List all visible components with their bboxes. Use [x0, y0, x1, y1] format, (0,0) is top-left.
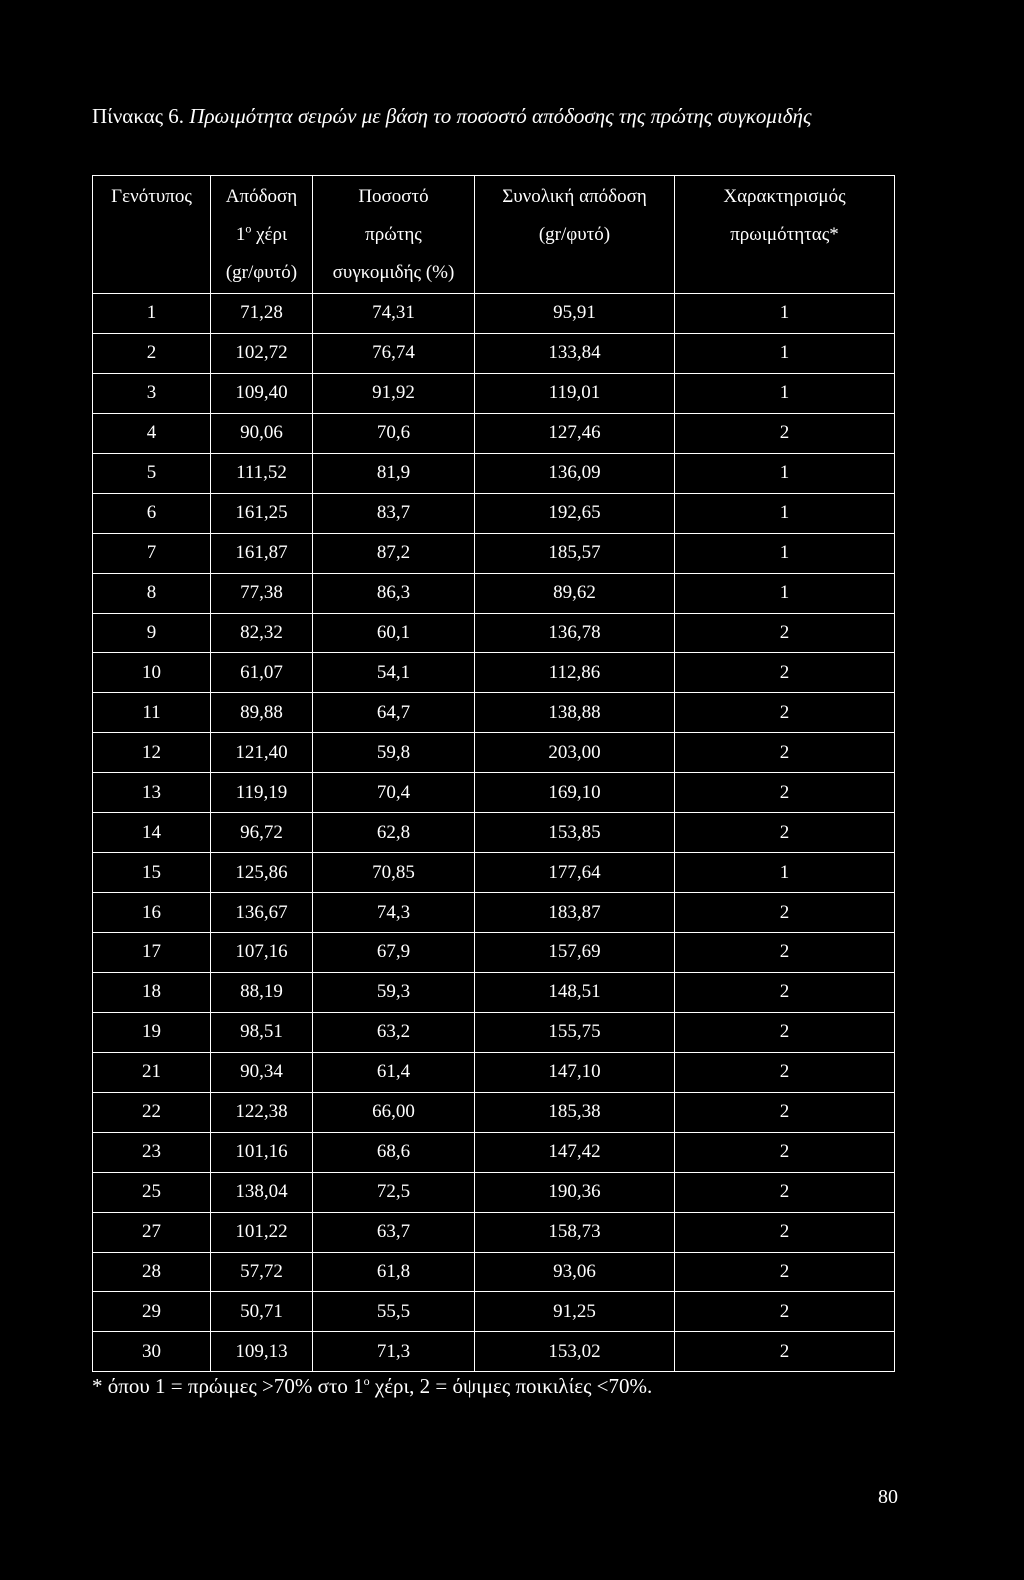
- cell-first-harvest-percent: 71,3: [313, 1332, 475, 1372]
- table-row: [93, 573, 895, 613]
- table-row: [93, 294, 895, 334]
- cell-genotype: 21: [93, 1052, 211, 1092]
- cell-yield-first-hand: 101,22: [211, 1212, 313, 1252]
- cell-genotype: 2: [93, 333, 211, 373]
- table-row: [93, 1052, 895, 1092]
- cell-total-yield: 203,00: [475, 733, 675, 773]
- cell-earliness: 2: [675, 1012, 895, 1052]
- cell-earliness: 1: [675, 853, 895, 893]
- cell-genotype: 1: [93, 294, 211, 334]
- table-row: [93, 933, 895, 973]
- table-row: [93, 1332, 895, 1372]
- header-yield-first-hand: Απόδοση $1^o$ χέρι (gr/φυτό): [211, 176, 313, 294]
- cell-total-yield: 95,91: [475, 294, 675, 334]
- cell-genotype: 8: [93, 573, 211, 613]
- cell-earliness: 2: [675, 1332, 895, 1372]
- cell-total-yield: 148,51: [475, 972, 675, 1012]
- cell-genotype: 25: [93, 1172, 211, 1212]
- cell-total-yield: 169,10: [475, 773, 675, 813]
- cell-first-harvest-percent: 87,2: [313, 533, 475, 573]
- cell-total-yield: 127,46: [475, 413, 675, 453]
- cell-yield-first-hand: 89,88: [211, 693, 313, 733]
- table-row: [93, 453, 895, 493]
- cell-total-yield: 190,36: [475, 1172, 675, 1212]
- table-row: [93, 1292, 895, 1332]
- cell-yield-first-hand: 111,52: [211, 453, 313, 493]
- table-row: [93, 773, 895, 813]
- cell-earliness: 2: [675, 813, 895, 853]
- cell-earliness: 2: [675, 1212, 895, 1252]
- cell-genotype: 15: [93, 853, 211, 893]
- cell-total-yield: 89,62: [475, 573, 675, 613]
- cell-first-harvest-percent: 54,1: [313, 653, 475, 693]
- cell-yield-first-hand: 122,38: [211, 1092, 313, 1132]
- cell-first-harvest-percent: 70,4: [313, 773, 475, 813]
- cell-total-yield: 93,06: [475, 1252, 675, 1292]
- cell-earliness: 2: [675, 1052, 895, 1092]
- cell-first-harvest-percent: 67,9: [313, 933, 475, 973]
- cell-total-yield: 185,38: [475, 1092, 675, 1132]
- cell-genotype: 12: [93, 733, 211, 773]
- table-caption: [92, 92, 912, 140]
- cell-yield-first-hand: 125,86: [211, 853, 313, 893]
- cell-yield-first-hand: 109,13: [211, 1332, 313, 1372]
- cell-yield-first-hand: 121,40: [211, 733, 313, 773]
- table-row: [93, 893, 895, 933]
- cell-earliness: 2: [675, 972, 895, 1012]
- header-earliness: Χαρακτηρισμός πρωιμότητας*: [675, 176, 895, 294]
- cell-total-yield: 119,01: [475, 373, 675, 413]
- table-row: [93, 733, 895, 773]
- header-first-harvest-percent: Ποσοστό πρώτης συγκομιδής (%): [313, 176, 475, 294]
- cell-yield-first-hand: 107,16: [211, 933, 313, 973]
- cell-yield-first-hand: 138,04: [211, 1172, 313, 1212]
- cell-first-harvest-percent: 61,8: [313, 1252, 475, 1292]
- cell-total-yield: 155,75: [475, 1012, 675, 1052]
- caption-prefix: Πίνακας 6.: [92, 104, 185, 128]
- table-header-row: [93, 176, 895, 294]
- cell-first-harvest-percent: 59,3: [313, 972, 475, 1012]
- table-row: [93, 813, 895, 853]
- table-row: [93, 533, 895, 573]
- table-row: [93, 693, 895, 733]
- cell-earliness: 1: [675, 453, 895, 493]
- cell-genotype: 16: [93, 893, 211, 933]
- cell-genotype: 14: [93, 813, 211, 853]
- cell-total-yield: 153,85: [475, 813, 675, 853]
- cell-yield-first-hand: 50,71: [211, 1292, 313, 1332]
- cell-genotype: 18: [93, 972, 211, 1012]
- cell-genotype: 11: [93, 693, 211, 733]
- cell-earliness: 2: [675, 653, 895, 693]
- cell-genotype: 28: [93, 1252, 211, 1292]
- cell-yield-first-hand: 90,34: [211, 1052, 313, 1092]
- caption-text: Πρωιμότητα σειρών με βάση το ποσοστό απόδοσης της πρώτης συγκομιδής: [189, 104, 812, 128]
- cell-yield-first-hand: 161,87: [211, 533, 313, 573]
- cell-first-harvest-percent: 55,5: [313, 1292, 475, 1332]
- cell-genotype: 30: [93, 1332, 211, 1372]
- cell-first-harvest-percent: 68,6: [313, 1132, 475, 1172]
- cell-genotype: 9: [93, 613, 211, 653]
- cell-first-harvest-percent: 61,4: [313, 1052, 475, 1092]
- cell-earliness: 1: [675, 294, 895, 334]
- cell-genotype: 29: [93, 1292, 211, 1332]
- cell-yield-first-hand: 90,06: [211, 413, 313, 453]
- cell-yield-first-hand: 119,19: [211, 773, 313, 813]
- cell-total-yield: 183,87: [475, 893, 675, 933]
- cell-total-yield: 91,25: [475, 1292, 675, 1332]
- cell-first-harvest-percent: 66,00: [313, 1092, 475, 1132]
- cell-yield-first-hand: 102,72: [211, 333, 313, 373]
- cell-earliness: 1: [675, 373, 895, 413]
- cell-first-harvest-percent: 76,74: [313, 333, 475, 373]
- cell-earliness: 1: [675, 533, 895, 573]
- cell-earliness: 2: [675, 1252, 895, 1292]
- cell-total-yield: 153,02: [475, 1332, 675, 1372]
- cell-yield-first-hand: 98,51: [211, 1012, 313, 1052]
- cell-first-harvest-percent: 86,3: [313, 573, 475, 613]
- cell-earliness: 2: [675, 693, 895, 733]
- cell-yield-first-hand: 61,07: [211, 653, 313, 693]
- cell-yield-first-hand: 82,32: [211, 613, 313, 653]
- cell-first-harvest-percent: 64,7: [313, 693, 475, 733]
- header-total-yield: Συνολική απόδοση (gr/φυτό): [475, 176, 675, 294]
- cell-yield-first-hand: 88,19: [211, 972, 313, 1012]
- cell-genotype: 7: [93, 533, 211, 573]
- cell-earliness: 2: [675, 613, 895, 653]
- cell-genotype: 23: [93, 1132, 211, 1172]
- cell-first-harvest-percent: 83,7: [313, 493, 475, 533]
- cell-first-harvest-percent: 59,8: [313, 733, 475, 773]
- footnote: * όπου 1 = πρώιμες >70% στο $1^o$ χέρι, 2 = όψιμες ποικιλίες <70%.: [92, 1374, 653, 1398]
- header-genotype: Γενότυπος: [93, 176, 211, 294]
- cell-genotype: 27: [93, 1212, 211, 1252]
- cell-earliness: 2: [675, 1172, 895, 1212]
- cell-earliness: 2: [675, 893, 895, 933]
- table-row: [93, 1132, 895, 1172]
- cell-earliness: 1: [675, 573, 895, 613]
- cell-genotype: 3: [93, 373, 211, 413]
- cell-total-yield: 192,65: [475, 493, 675, 533]
- cell-yield-first-hand: 161,25: [211, 493, 313, 533]
- cell-first-harvest-percent: 91,92: [313, 373, 475, 413]
- cell-genotype: 10: [93, 653, 211, 693]
- table-row: [93, 1172, 895, 1212]
- cell-earliness: 2: [675, 1132, 895, 1172]
- cell-genotype: 6: [93, 493, 211, 533]
- cell-total-yield: 147,42: [475, 1132, 675, 1172]
- cell-total-yield: 138,88: [475, 693, 675, 733]
- cell-earliness: 2: [675, 773, 895, 813]
- cell-genotype: 17: [93, 933, 211, 973]
- cell-total-yield: 112,86: [475, 653, 675, 693]
- cell-yield-first-hand: 136,67: [211, 893, 313, 933]
- table-row: [93, 853, 895, 893]
- table-row: [93, 1212, 895, 1252]
- cell-first-harvest-percent: 74,3: [313, 893, 475, 933]
- cell-total-yield: 185,57: [475, 533, 675, 573]
- cell-first-harvest-percent: 74,31: [313, 294, 475, 334]
- cell-earliness: 2: [675, 1092, 895, 1132]
- cell-first-harvest-percent: 63,2: [313, 1012, 475, 1052]
- cell-yield-first-hand: 77,38: [211, 573, 313, 613]
- table-row: [93, 413, 895, 453]
- cell-total-yield: 158,73: [475, 1212, 675, 1252]
- cell-yield-first-hand: 57,72: [211, 1252, 313, 1292]
- cell-first-harvest-percent: 72,5: [313, 1172, 475, 1212]
- cell-first-harvest-percent: 81,9: [313, 453, 475, 493]
- cell-yield-first-hand: 96,72: [211, 813, 313, 853]
- table-row: [93, 493, 895, 533]
- table-row: [93, 1252, 895, 1292]
- cell-total-yield: 147,10: [475, 1052, 675, 1092]
- cell-genotype: 22: [93, 1092, 211, 1132]
- cell-genotype: 4: [93, 413, 211, 453]
- table-row: [93, 972, 895, 1012]
- cell-yield-first-hand: 101,16: [211, 1132, 313, 1172]
- cell-total-yield: 133,84: [475, 333, 675, 373]
- table-row: [93, 333, 895, 373]
- cell-earliness: 2: [675, 1292, 895, 1332]
- cell-yield-first-hand: 109,40: [211, 373, 313, 413]
- cell-genotype: 13: [93, 773, 211, 813]
- cell-first-harvest-percent: 62,8: [313, 813, 475, 853]
- page-number: 80: [878, 1486, 898, 1508]
- table-row: [93, 653, 895, 693]
- table-body: [93, 294, 895, 1372]
- cell-total-yield: 177,64: [475, 853, 675, 893]
- cell-first-harvest-percent: 60,1: [313, 613, 475, 653]
- cell-total-yield: 136,09: [475, 453, 675, 493]
- table-row: [93, 373, 895, 413]
- cell-first-harvest-percent: 70,6: [313, 413, 475, 453]
- table-row: [93, 1092, 895, 1132]
- cell-total-yield: 157,69: [475, 933, 675, 973]
- table-row: [93, 613, 895, 653]
- cell-earliness: 2: [675, 733, 895, 773]
- data-table: [92, 175, 895, 1372]
- cell-earliness: 2: [675, 413, 895, 453]
- cell-earliness: 2: [675, 933, 895, 973]
- cell-total-yield: 136,78: [475, 613, 675, 653]
- cell-genotype: 19: [93, 1012, 211, 1052]
- cell-earliness: 1: [675, 333, 895, 373]
- cell-yield-first-hand: 71,28: [211, 294, 313, 334]
- cell-first-harvest-percent: 63,7: [313, 1212, 475, 1252]
- table-row: [93, 1012, 895, 1052]
- cell-genotype: 5: [93, 453, 211, 493]
- cell-first-harvest-percent: 70,85: [313, 853, 475, 893]
- cell-earliness: 1: [675, 493, 895, 533]
